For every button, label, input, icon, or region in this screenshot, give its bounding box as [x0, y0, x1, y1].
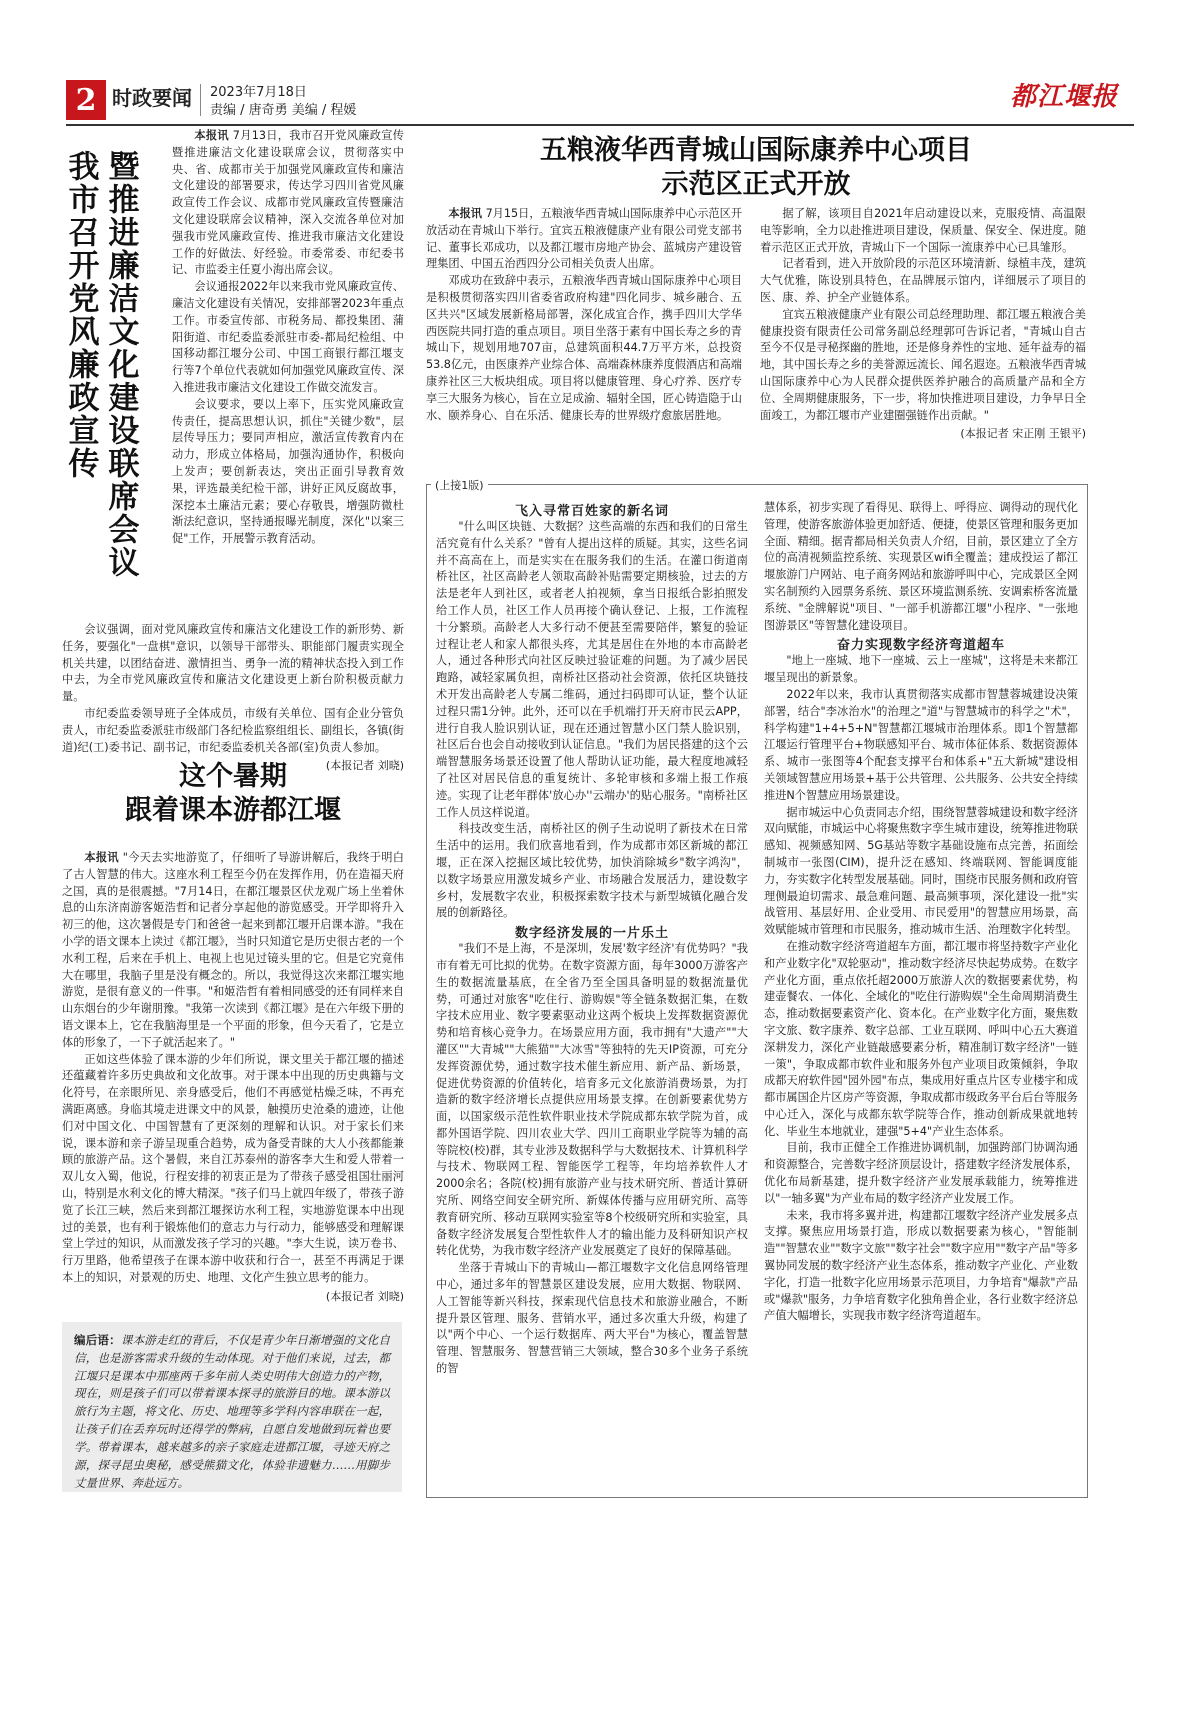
article2-lead: 本报讯 [84, 851, 119, 864]
article4-para-b: 科技改变生活，南桥社区的例子生动说明了新技术在日常生活中的运用。我们欣喜地看到，作为成都市郊区新城的都江堰，正在深入挖掘区域比较优势，加快消除城乡"数字鸿沟"，以数字场景应用激发城乡产业、市场融合发展活力，建设数字乡村，发展数字农业，积极探索数字技术与新型城镇化融合发展的创新路径。 [436, 822, 748, 920]
article3-p5: 宜宾五粮液健康产业有限公司总经理助理、都江堰五粮液合美健康投资有限责任公司常务副总经理郭可告诉记者，"青城山自古至今不仅是寻秘探幽的胜地，还是修身养性的宝地、延年益寿的福地，其中国长寿之乡的美誉源远流长、闻名遐迩。五粮液华西青城山国际康养中心为人民群众提供医养护融合的高质量产品和全方位、全周期健康服务，下一步，将加快推进项目建设，力争早日全面竣工，为都江堰市产业建圈强链作出贡献。" [760, 307, 1086, 422]
section-title: 时政要闻 [112, 86, 192, 110]
article3-title [426, 134, 1086, 202]
editor-note-text: 课本游走红的背后，不仅是青少年日渐增强的文化自信，也是游客需求升级的生动体现。对于他们来说，过去，都江堰只是课本中那座两千多年前人类史明伟大创造力的产物，现在，则是孩子们可以带着课本探寻的旅游目的地。课本游以旅行为主题，将文化、历史、地理等多学科内容串联在一起，让孩子们在丢弃玩时还得学的弊病，自愿自发地做到玩着也要学。带着课本，越来越多的亲子家庭走进都江堰，寻迹天府之源，探寻昆虫奥秘，感受熊猫文化，体验非遗魅力……用脚步丈量世界、奔赴远方。 [74, 1333, 391, 1490]
article1-p4: 会议强调，面对党风廉政宣传和廉洁文化建设工作的新形势、新任务，要强化"一盘棋"意识，以领导干部带头、职能部门履责实现全机关共建，以团结奋进、激情担当、勇争一流的精神状态投入到工作中去，为全市党风廉政宣传和廉洁文化建设更上新台阶积极贡献力量。 [62, 623, 404, 704]
article4-subhead2: 数字经济发展的一片乐土 [514, 926, 669, 942]
article2-body [62, 850, 404, 1316]
article3-title-line1: 五粮液华西青城山国际康养中心项目 [540, 135, 972, 166]
article3-p3: 据了解，该项目自2021年启动建设以来，克服疫情、高温限电等影响，全力以赴推进项目建设，保质量、保安全、保进度。随着示范区正式开放，青城山下一个国际一流康养中心已具雏形。 [760, 207, 1086, 254]
page-number: 2 [66, 80, 106, 120]
article3-p4: 记者看到，进入开放阶段的示范区环境清新、绿植丰茂，建筑大气优雅，陈设别具特色，在品牌展示馆内，详细展示了项目的医、康、养、护全产业链体系。 [760, 257, 1086, 304]
article1-p2: 会议通报2022年以来我市党风廉政宣传、廉洁文化建设有关情况，安排部署2023年重点工作。市委宣传部、市税务局、都投集团、蒲阳街道、市纪委监委派驻市委-都局纪检组、中国移动都江堰分公司、中国工商银行都江堰支行等7个单位代表就如何加强党风廉政宣传、深入推进我市廉洁文化建设工作做交流发言。 [172, 280, 404, 394]
article4-para-h: 据市城运中心负责同志介绍，围绕智慧蓉城建设和数字经济双向赋能，市城运中心将聚焦数字孪生城市建设，统筹推进物联感知、视频感知网、5G基站等数字基础设施布点完善，拓面绘制城市一张图(CIM)，提升泛在感知、终端联网、智能调度能力，夯实数字化转型发展基础。同时，围绕市民服务侧和政府管理侧最迫切需求、最急难问题、最高频事项，深化建设一批"实战管用、基层好用、企业受用、市民爱用"的智慧应用场景，高效赋能城市管理和市民服务，推动城市生活、治理数字化转型。 [764, 805, 1078, 937]
article2-title [62, 760, 404, 828]
article4-para-g: 2022年以来，我市认真贯彻落实成都市智慧蓉城建设决策部署，结合"李冰治水"的治理之"道"与智慧城市的科学之"术"，科学构建"1+4+5+N"智慧都江堰城市治理体系。即1个智慧都江堰运行管理平台+物联感知平台、城市体征体系、数据资源体系、城市一张图等4个配套支撑平台和体系+"五大新城"建设相关领域智慧应用场景+基于公共管理、公共服务、公共安全持续推进N个智慧应用场景建设。 [764, 687, 1078, 802]
article1-body-bottom [62, 622, 404, 773]
article2-p1: "今天去实地游览了，仔细听了导游讲解后，我终于明白了古人智慧的伟大。这座水利工程至今仍在发挥作用，仍在造福天府之国，真的是很震撼。"7月14日，在都江堰景区伏龙观广场上坐着休息的山东济南游客姬浩哲和记者分享起他的游览感受。开学即将升入初三的他，这次暑假是专门和爸爸一起来到都江堰开启课本游。"我在小学的语文课本上读过《都江堰》，当时只知道它是历史很古老的一个水利工程，后来在手机上、电视上也见过镜头里的它。但是它究竟伟大在哪里，我脑子里是没有概念的。所以，我觉得这次来都江堰实地游览，是很有意义的一件事。"和姬浩哲有着相同感受的还有同样来自山东烟台的少年谢朋豫。"我第一次读到《都江堰》是在六年级下册的语文课本上，它在我脑海里是一个平面的形象，但今天看了，它是立体的形象了，一下子就活起来了。" [62, 851, 404, 1049]
article3-byline: (本报记者 宋正刚 王银平) [960, 427, 1086, 441]
article2-title-line1: 这个暑期 [179, 761, 287, 792]
article4-para-c: "我们不是上海，不是深圳，发展'数字经济'有优势吗？"我市有着无可比拟的优势。在数字资源方面，每年3000万游客产生的数据流量基底，在全省乃至全国具备明显的数据流量优势，可通过对旅客"吃住行、游购娱"等全链条数据汇集，在数字技术应用业、数字要素驱动业这两个板块上发挥数据资源优势和培育核心竞争力。在场景应用方面，我市拥有"大遗产""大灌区""大青城""大熊猫""大冰雪"等独特的先天IP资源，可充分发挥资源优势，通过数字技术催生新应用、新产品、新场景，促进优势资源的价值转化，培育多元文化旅游消费场景，为打造新的数字经济增长点提供应用场景支撑。在创新要素优势方面，以国家级示范性软件职业技术学院成都东软学院为首，成都外国语学院、四川农业大学、四川工商职业学院等为辅的高等院校(校)群，其专业涉及数据科学与大数据技术、计算机科学与技术、物联网工程、智能医学工程等，年均培养软件人才2000余名；各院(校)拥有旅游产业与技术研究所、普适计算研究所、网络空间安全研究所、新媒体传播与应用研究所、高等教育研究所、移动互联网实验室等8个校级研究所和实验室，具备数字经济发展复合型性软件人才的输出能力及科研知识产权转化优势，为我市数字经济产业发展奠定了良好的保障基础。 [436, 942, 748, 1258]
issue-date: 2023年7月18日 [210, 85, 307, 100]
article4-para-a: "什么叫区块链、大数据？这些高端的东西和我们的日常生活究竟有什么关系？"曾有人提出这样的质疑。其实，这些名词并不高高在上，而是实实在在服务我们的生活。在灌口街道南桥社区，社区高龄老人领取高龄补贴需要定期核验，过去的方法是老年人到社区，或者老人拍视频，拿当日报纸合影拍照发给工作人员，社区工作人员再接个确认登记、上报，工作流程十分繁琐。高龄老人大多行动不便甚至需要陪伴，繁复的验证过程让老人和家人都很头疼，尤其是居住在外地的本市高龄老人，通过各种形式向社区反映过验证难的问题。为了减少居民跑路，减轻家属负担，南桥社区搭动社会资源，依托区块链技术开发出高龄老人专属二维码，通过扫码即可认证，整个认证过程只需1分钟。此外，还可以在手机端打开天府市民云APP，进行自我人脸识别认证，现在还通过智慧小区门禁人脸识别，社区后台也会自动接收到认证信息。"我们为居民搭建的这个云端智慧服务场景还设置了他人帮助认证功能，最大程度地减轻了社区对居民信息的重复统计、多轮审核和多端上报工作痕迹。实现了让老年群体'放心办''云端办'的贴心服务。"南桥社区工作人员这样说道。 [436, 520, 748, 819]
article3-lead: 本报讯 [448, 207, 482, 220]
article4-para-e: 慧体系，初步实现了看得见、联得上、呼得应、调得动的现代化管理，使游客旅游体验更加舒适、便捷，使景区管理和服务更加全面、精细。据青都局相关负责人介绍，目前，景区建立了全方位的高清视频监控系统、实现景区wifi全覆盖；建成投运了都江堰旅游门户网站、电子商务网站和旅游呼叫中心，完成景区全网实名制预约入园票务系统、景区环境监测系统、安调索桥客流量系统、"金牌解说"项目、"一部手机游都江堰"小程序、"一张地图游景区"等智慧化建设项目。 [764, 501, 1078, 632]
article4-subhead1: 飞入寻常百姓家的新名词 [514, 504, 669, 519]
article4-subhead3: 奋力实现数字经济弯道超车 [836, 638, 1005, 654]
editor-note [62, 1322, 402, 1492]
article1-title-line1: 暨推进廉洁文化建设联席会议 [102, 150, 139, 579]
article3-col1 [426, 206, 742, 474]
article3-col2 [760, 206, 1086, 476]
article4-para-f: "地上一座城、地下一座城、云上一座城"，这将是未来都江堰呈现出的新景象。 [764, 654, 1078, 685]
newspaper-logo: 都江堰报 [1010, 82, 1119, 112]
editors: 责编 / 唐奇勇 美编 / 程媛 [210, 103, 357, 118]
continued-tag: (上接1版) [431, 477, 488, 493]
editor-note-lead: 编后语： [74, 1333, 121, 1347]
masthead-divider [200, 84, 201, 116]
article1-body-top [172, 128, 404, 628]
article4-para-k: 未来，我市将多翼并进，构建都江堰数字经济产业发展多点支撑。聚焦应用场景打造，形成以数据要素为核心，"智能制造""智慧农业""数字文旅""数字社会""数字应用""数字产品"等多翼协同发展的数字经济产业生态体系，推动数字产业化、产业数字化，打造一批数字化应用场景示范项目，力争培育"爆款"产品或"爆款"服务，力争培育数字化独角兽企业，各行业数字经济总产值大幅增长，实现我市数字经济弯道超车。 [764, 1208, 1078, 1323]
article4-col2 [764, 500, 1078, 1492]
article2-p2: 正如这些体验了课本游的少年们所说，课文里关于都江堰的描述还蕴藏着许多历史典故和文化故事。对于课本中出现的历史典籍与文化符号，在亲眼所见、亲身感受后，他们不再感觉枯燥乏味，不再充满距离感。身临其境走进课文中的风景，触摸历史沧桑的遗迹，让他们对中国文化、中国智慧有了更深刻的理解和认识。对于家长们来说，课本游和亲子游呈现重合趋势，成为备受青睐的大人小孩都能兼顾的旅游产品。这个暑假，来自江苏泰州的游客李大生和爱人带着一双儿女入蜀，他说，行程安排的初衷正是为了带孩子感受祖国壮丽河山，特别是水利文化的博大精深。"孩子们马上就四年级了，带孩子游览了长江三峡，然后来到都江堰探访水利工程，实地游览课本中出现过的美景，也有利于锻炼他们的意志力与行动力，能够感受和理解课堂上学过的知识，从而激发孩子学习的兴趣。"李大生说，读万卷书、行万里路，他希望孩子在课本游中收获和行合一，甚至不再满足于课本上的知识，对景观的历史、地理、文化产生独立思考的能力。 [62, 1052, 404, 1284]
article1-byline: (本报记者 刘晓) [325, 759, 404, 773]
article3-p1: 7月15日，五粮液华西青城山国际康养中心示范区开放活动在青城山下举行。宜宾五粮液健康产业有限公司党支部书记、董事长邓成功，以及都江堰市房地产协会、蓝城房产建设管理集团、中国五治西四分公司相关负责人出席。 [426, 207, 743, 271]
article4-para-i: 在推动数字经济弯道超车方面，都江堰市将坚持数字产业化和产业数字化"双轮驱动"，推动数字经济尽快起势成势。在数字产业化方面，重点依托超2000万旅游人次的数据要素优势，构建壶餐农、一体化、全域化的"吃住行游购娱"全生命周期消费生态，推动数据要素资产化、资本化。在产业数字化方面，聚焦数字文旅、数字康养、数字总部、工业互联网、呼叫中心五大赛道深耕发力，深化产业链敲感要素分析，精准制订数字经济"一链一策"，争取成都市软件业和服务外包产业项目政策倾斜，争取成都天府软件园"园外园"布点，集成用好重点片区专业楼宇和成都市属国企片区房产等资源，争取成都市级政务平台后台等服务中心迁入，深化与成都东软学院等合作，推动创新成果就地转化、毕业生本地就业，建强"5+4"产业生态体系。 [764, 939, 1078, 1138]
article1-title-line2: 我市召开党风廉政宣传 [62, 150, 99, 480]
article1-lead: 本报讯 [194, 129, 229, 142]
article1-p5: 市纪委监委领导班子全体成员，市级有关单位、国有企业分管负责人，市纪委监委派驻市级部门各纪检监察组组长、副组长，各镇(街道)纪(工)委书记、副书记，市纪委监委机关各部(室)负责人参加。 [62, 706, 404, 754]
article1-p3: 会议要求，要以上率下，压实党风廉政宣传责任，提高思想认识，抓住"关键少数"，层层传导压力；要同声相应，激活宣传教育内在动力，形成立体格局，加强沟通协作，积极向上发声；要创新表达，突出正面引导教育效果，评选最美纪检干部，讲好正风反腐故事，深挖本土廉洁元素；要心存敬畏，增强防微杜渐法纪意识，坚持通报曝光制度，深化"以案三促"工作，开展警示教育活动。 [172, 397, 404, 546]
article3-title-line2: 示范区正式开放 [661, 168, 851, 200]
article4-para-j: 目前，我市正健全工作推进协调机制，加强跨部门协调沟通和资源整合，完善数字经济顶层设计，搭建数字经济发展体系，优化布局新基建，提升数字经济产业发展承载能力，统筹推进以"一轴多翼"为产业布局的数字经济产业发展工作。 [764, 1141, 1078, 1205]
article1-p1: 7月13日，我市召开党风廉政宣传暨推进廉洁文化建设联席会议，贯彻落实中央、省、成都市关于加强党风廉政宣传和廉洁文化建设的部署要求，传达学习四川省党风廉政宣传工作会议、成都市党风廉政宣传暨廉洁文化建设联席会议精神，深入交流各单位对加强我市党风廉政宣传、推进我市廉洁文化建设工作的好做法、好经验。市委常委、市纪委书记、市监委主任夏小海出席会议。 [172, 129, 404, 277]
article2-byline: (本报记者 刘晓) [325, 1289, 404, 1303]
article4-col1 [436, 500, 748, 1492]
article4-para-d: 坐落于青城山下的青城山—都江堰数字文化信息网络管理中心，通过多年的智慧景区建设发展，应用大数据、物联网、人工智能等新兴科技，探索现代信息技术和旅游业融合，不断提升景区管理、服务、营销水平，通过多次重大升级，构建了以"两个中心、一个运行数据库、两大平台"为核心，覆盖智慧管理、智慧服务、智慧营销三大领域，整合30多个业务子系统的智 [436, 1261, 748, 1376]
article2-title-line2: 跟着课本游都江堰 [125, 794, 341, 826]
article3-p2: 邓成功在致辞中表示，五粮液华西青城山国际康养中心项目是积极贯彻落实四川省委省政府构建"四化同步、城乡融合、五区共兴"区域发展新格局部署，深化成宜合作，携手四川大学华西医院共同打造的重点项目。项目坐落于素有中国长寿之乡的青城山下，规划用地707亩，总建筑面积44.7万平方米，总投资53.8亿元，由医康养产业综合体、高端森林康养度假酒店和高端康养社区三大板块组成。项目将以健康管理、身心疗养、医疗专享三大服务为核心，旨在立足成渝、辐射全国，匠心铸造隐于山水、颐养身心、自在乐活、健康长寿的世界级疗愈旅居胜地。 [426, 274, 742, 422]
masthead-rule [66, 124, 1134, 126]
